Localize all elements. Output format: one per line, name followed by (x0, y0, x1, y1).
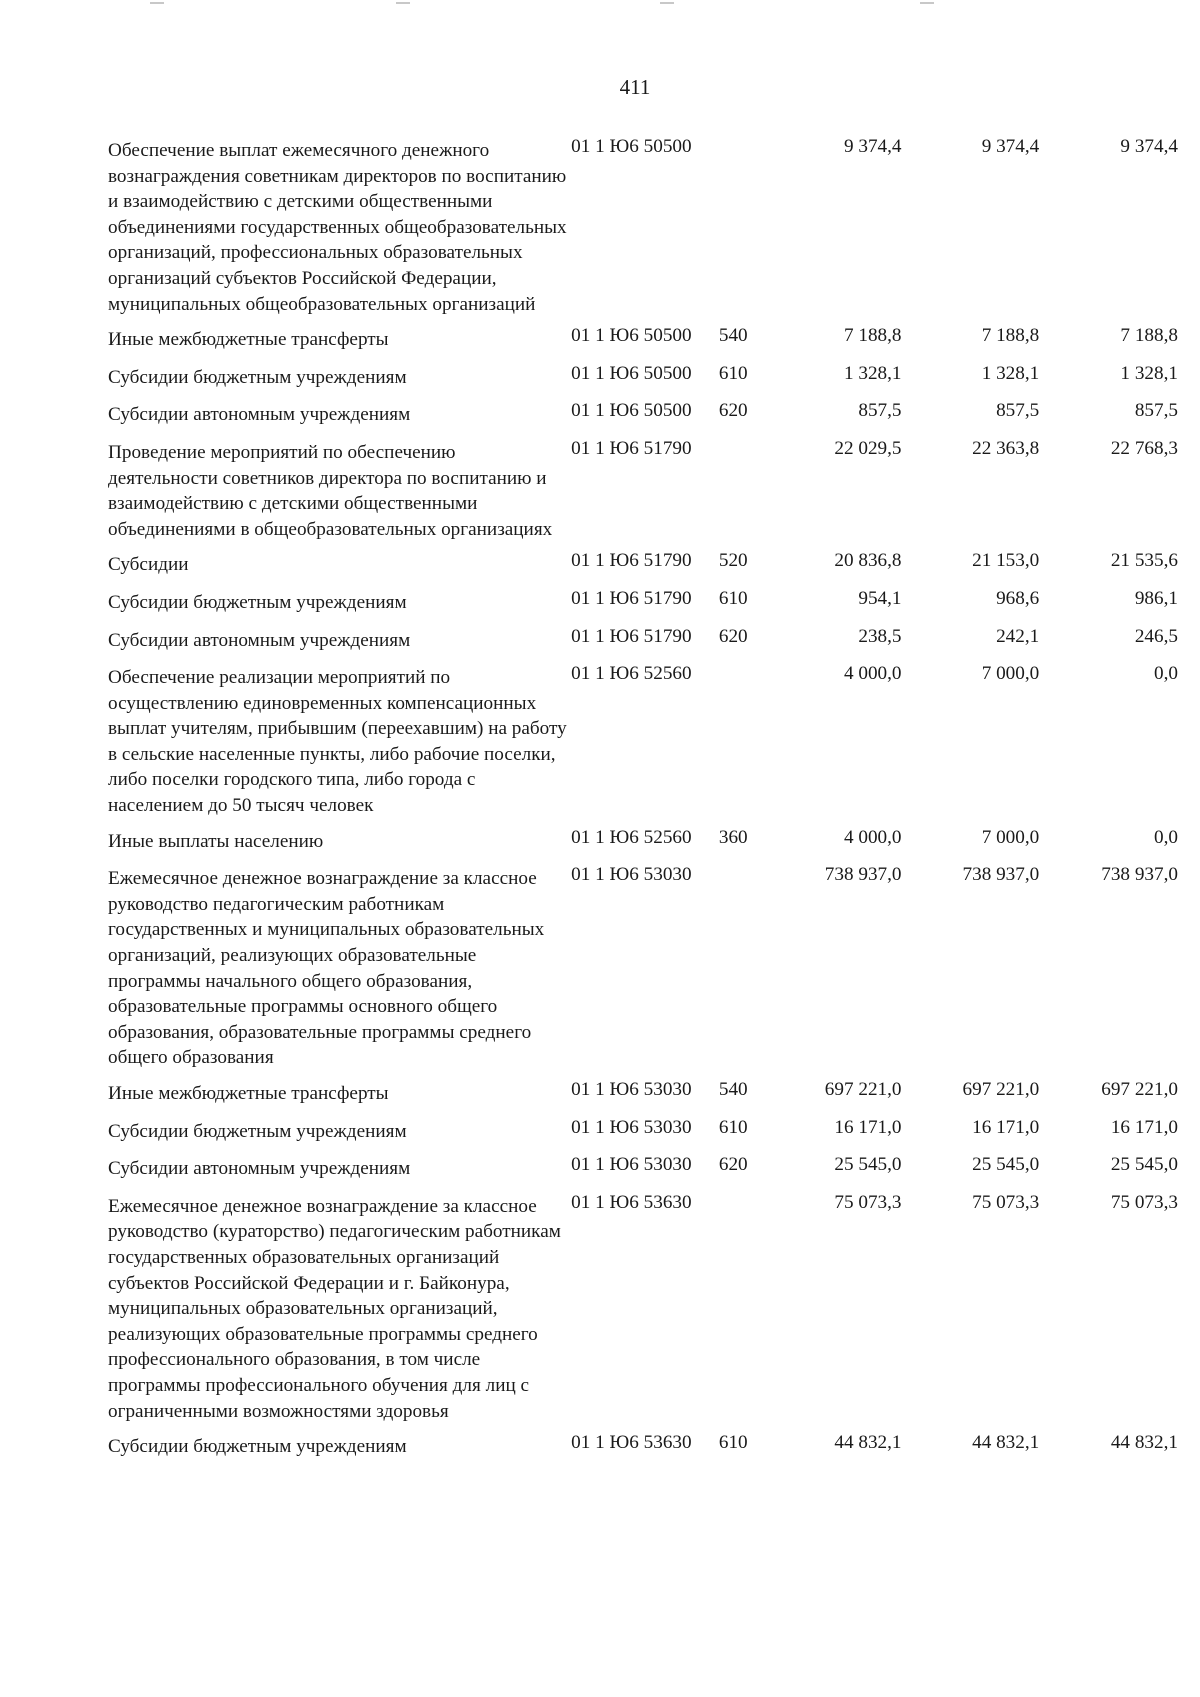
row-value-year-3: 7 188,8 (1120, 325, 1178, 347)
row-name: Субсидии автономным учреждениям (108, 404, 411, 426)
row-value-year-3: 697 221,0 (1101, 1079, 1178, 1100)
row-value-year-2: 9 374,4 (981, 136, 1040, 157)
row-value-year-2: 7 188,8 (981, 325, 1040, 347)
row-target-code: 01 1 Ю6 53030 (571, 1116, 692, 1138)
row-value-year-2: 7 000,0 (981, 663, 1040, 685)
row-target-code: 01 1 Ю6 53630 (571, 1191, 692, 1213)
budget-table (108, 134, 1178, 1468)
scan-speck (396, 2, 410, 4)
row-value-year-2: 22 363,8 (972, 437, 1040, 459)
row-value-year-1: 7 188,8 (843, 325, 902, 347)
row-value-year-1: 738 937,0 (824, 864, 902, 886)
row-expense-type: 540 (718, 1079, 748, 1100)
row-target-code: 01 1 Ю6 50500 (571, 136, 692, 157)
row-value-year-2: 857,5 (996, 400, 1040, 422)
row-value-year-2: 242,1 (996, 625, 1040, 647)
row-value-year-2: 16 171,0 (972, 1116, 1040, 1138)
table-row (108, 1430, 1178, 1460)
row-value-year-1: 44 832,1 (834, 1432, 902, 1454)
row-value-year-2: 75 073,3 (972, 1191, 1040, 1213)
row-target-code: 01 1 Ю6 51790 (571, 587, 692, 609)
row-value-year-3: 25 545,0 (1110, 1154, 1178, 1176)
row-value-year-3: 22 768,3 (1110, 437, 1178, 459)
row-value-year-3: 0,0 (1154, 826, 1178, 848)
row-value-year-2: 1 328,1 (981, 362, 1040, 384)
row-value-year-3: 246,5 (1134, 625, 1178, 647)
row-value-year-2: 25 545,0 (972, 1154, 1040, 1176)
scan-speck (150, 2, 164, 4)
row-value-year-1: 697 221,0 (824, 1079, 902, 1100)
row-value-year-1: 1 328,1 (843, 362, 902, 384)
row-name: Ежемесячное денежное вознаграждение за классное руководство (кураторство) педагогическим работникам государственных образовательных организаций субъектов Российской Федерации и г. Байконура, муниципальных образовательных организаций, реализующих образовательные программы среднего профессионального образования, в том числе программы профессионального обучения для лиц с ограниченными возможностями здоровья (108, 1195, 561, 1422)
row-value-year-3: 75 073,3 (1110, 1191, 1178, 1213)
row-expense-type: 610 (718, 587, 748, 609)
row-name: Иные выплаты населению (108, 830, 324, 852)
table-row (108, 1077, 1178, 1107)
row-name: Обеспечение выплат ежемесячного денежного вознаграждения советникам директоров по воспитанию и взаимодействию с детскими общественными объединениями государственных общеобразовательных организаций, профессиональных образовательных организаций субъектов Российской Федерации, муниципальных общеобразовательных организаций (108, 140, 567, 315)
row-value-year-3: 9 374,4 (1120, 136, 1178, 157)
row-target-code: 01 1 Ю6 51790 (571, 550, 692, 572)
row-value-year-1: 238,5 (858, 625, 902, 647)
row-value-year-1: 22 029,5 (834, 437, 902, 459)
row-target-code: 01 1 Ю6 53030 (571, 1079, 692, 1100)
row-name: Субсидии автономным учреждениям (108, 1158, 411, 1180)
row-value-year-1: 4 000,0 (843, 663, 902, 685)
table-row (108, 398, 1178, 428)
row-expense-type: 620 (718, 625, 748, 647)
row-name: Субсидии бюджетным учреждениям (108, 366, 407, 388)
row-expense-type: 620 (718, 400, 748, 422)
table-row (108, 862, 1178, 1071)
row-target-code: 01 1 Ю6 53030 (571, 864, 692, 886)
row-target-code: 01 1 Ю6 50500 (571, 325, 692, 347)
row-value-year-1: 4 000,0 (843, 826, 902, 848)
table-row (108, 1190, 1178, 1424)
table-row (108, 548, 1178, 578)
row-value-year-2: 697 221,0 (962, 1079, 1040, 1100)
table-row (108, 1115, 1178, 1145)
row-value-year-2: 21 153,0 (972, 550, 1040, 572)
row-value-year-3: 44 832,1 (1110, 1432, 1178, 1454)
row-expense-type: 540 (718, 325, 748, 347)
row-name: Субсидии автономным учреждениям (108, 629, 411, 651)
table-row (108, 361, 1178, 391)
row-value-year-3: 738 937,0 (1101, 864, 1178, 886)
row-value-year-2: 738 937,0 (962, 864, 1040, 886)
row-name: Обеспечение реализации мероприятий по осуществлению единовременных компенсационных выплат учителям, прибывшим (переехавшим) на работу в сельские населенные пункты, либо рабочие поселки, либо поселки городского типа, либо города с населением до 50 тысяч человек (108, 667, 567, 817)
row-name: Проведение мероприятий по обеспечению деятельности советников директора по воспитанию и взаимодействию с детскими общественными объединениями в общеобразовательных организациях (108, 441, 553, 540)
row-value-year-3: 1 328,1 (1120, 362, 1178, 384)
row-target-code: 01 1 Ю6 50500 (571, 400, 692, 422)
row-target-code: 01 1 Ю6 52560 (571, 663, 692, 685)
row-target-code: 01 1 Ю6 52560 (571, 826, 692, 848)
row-value-year-3: 0,0 (1154, 663, 1178, 685)
row-value-year-3: 21 535,6 (1110, 550, 1178, 572)
scan-speck (920, 2, 934, 4)
table-row (108, 586, 1178, 616)
row-name: Субсидии бюджетным учреждениям (108, 1120, 407, 1142)
row-name: Субсидии бюджетным учреждениям (108, 591, 407, 613)
row-value-year-3: 986,1 (1134, 587, 1178, 609)
row-value-year-1: 9 374,4 (843, 136, 902, 157)
row-value-year-1: 857,5 (858, 400, 902, 422)
row-value-year-1: 954,1 (858, 587, 902, 609)
row-expense-type: 620 (718, 1154, 748, 1176)
table-row (108, 323, 1178, 353)
row-expense-type: 610 (718, 1432, 748, 1454)
row-name: Субсидии бюджетным учреждениям (108, 1436, 407, 1458)
row-name: Ежемесячное денежное вознаграждение за классное руководство педагогическим работникам государственных и муниципальных образовательных организаций, реализующих образовательные программы начального общего образования, образовательные программы основного общего образования, образовательные программы среднего общего образования (108, 868, 545, 1069)
row-value-year-2: 7 000,0 (981, 826, 1040, 848)
row-expense-type: 360 (718, 826, 748, 848)
table-row (108, 1152, 1178, 1182)
page-number: 411 (619, 75, 651, 99)
row-expense-type: 520 (718, 550, 748, 572)
row-name: Иные межбюджетные трансферты (108, 329, 389, 351)
row-value-year-1: 75 073,3 (834, 1191, 902, 1213)
table-row (108, 134, 1178, 317)
table-row (108, 436, 1178, 542)
row-value-year-2: 44 832,1 (972, 1432, 1040, 1454)
row-value-year-3: 857,5 (1134, 400, 1178, 422)
row-target-code: 01 1 Ю6 51790 (571, 625, 692, 647)
row-value-year-1: 25 545,0 (834, 1154, 902, 1176)
row-target-code: 01 1 Ю6 53030 (571, 1154, 692, 1176)
row-expense-type: 610 (718, 362, 748, 384)
row-value-year-1: 20 836,8 (834, 550, 902, 572)
row-value-year-3: 16 171,0 (1110, 1116, 1178, 1138)
row-value-year-1: 16 171,0 (834, 1116, 902, 1138)
row-name: Субсидии (108, 554, 189, 576)
row-target-code: 01 1 Ю6 53630 (571, 1432, 692, 1454)
scan-speck (660, 2, 674, 4)
row-expense-type: 610 (718, 1116, 748, 1138)
row-target-code: 01 1 Ю6 50500 (571, 362, 692, 384)
table-row (108, 825, 1178, 855)
row-value-year-2: 968,6 (996, 587, 1040, 609)
table-row (108, 624, 1178, 654)
table-row (108, 661, 1178, 819)
row-target-code: 01 1 Ю6 51790 (571, 437, 692, 459)
row-name: Иные межбюджетные трансферты (108, 1083, 389, 1104)
